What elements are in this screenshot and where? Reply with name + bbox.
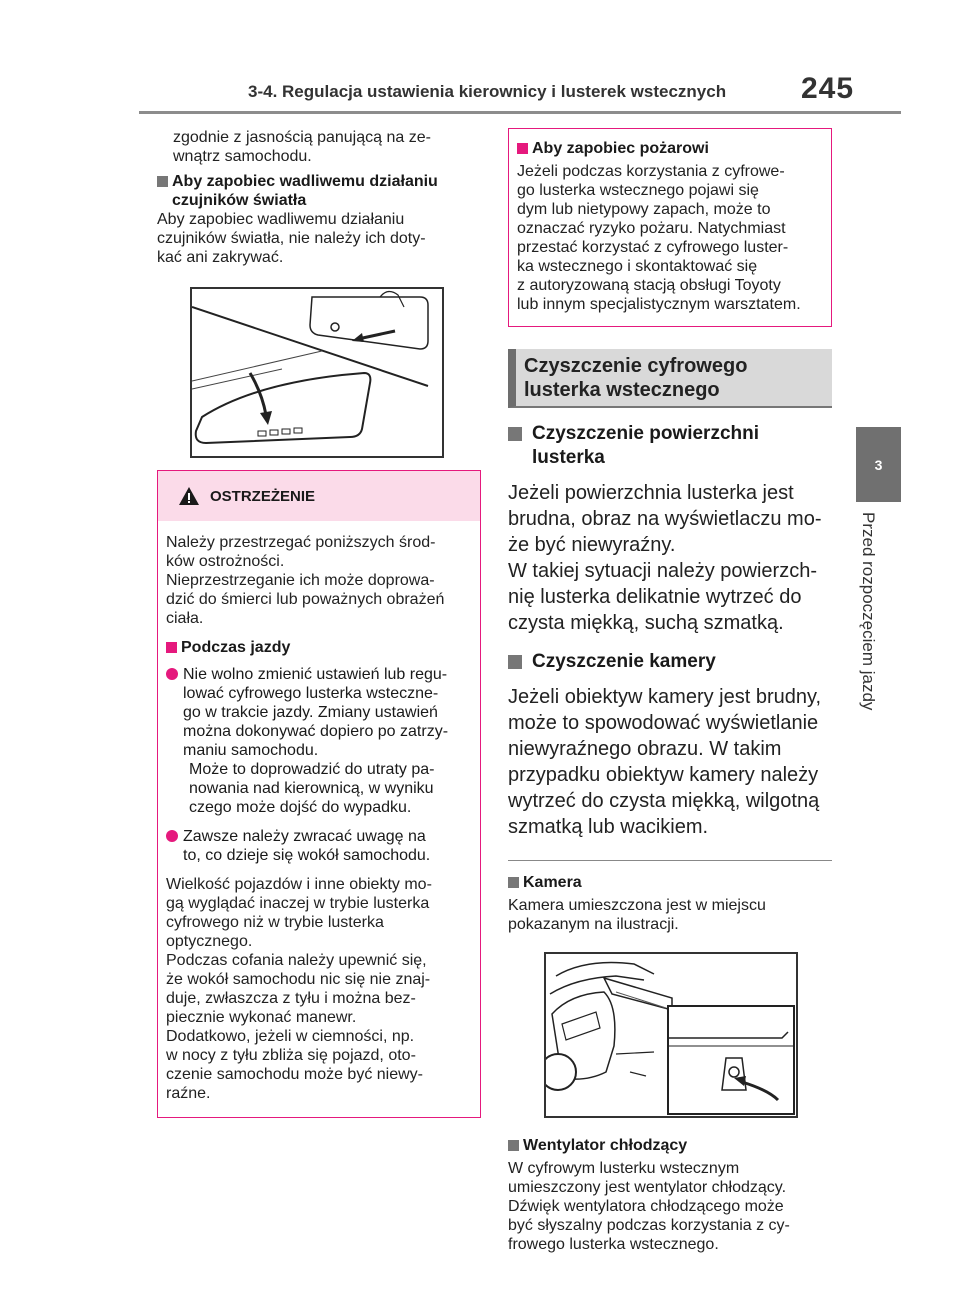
mirror-illustration: [190, 287, 444, 458]
fan-text: [508, 1159, 832, 1254]
fan-heading: [508, 1136, 832, 1155]
text-line: lować cyfrowego lusterka wsteczne-: [183, 685, 439, 702]
intro-text: [157, 128, 479, 166]
text-line: cyfrowego niż w trybie lusterka: [166, 914, 384, 931]
square-bullet-icon: [508, 427, 522, 441]
mirror-drawing: [192, 289, 442, 456]
text-line: W cyfrowym lusterku wstecznym: [508, 1160, 740, 1177]
warning-bullet: [166, 827, 472, 865]
text-line: dym lub nietypowy zapach, może to: [517, 201, 771, 218]
text-line: pokazanym na ilustracji.: [508, 916, 679, 933]
text-line: nię lusterka delikatnie wytrzeć do: [508, 586, 802, 608]
section-title-line: Czyszczenie cyfrowego: [524, 355, 748, 377]
text-line: Podczas cofania należy upewnić się,: [166, 952, 427, 969]
dot-bullet-icon: [166, 668, 178, 680]
text-line: Dodatkowo, jeżeli w ciemności, np.: [166, 1028, 415, 1045]
text-line: go lusterka wstecznego pojawi się: [517, 182, 759, 199]
text-line: go w trakcie jazdy. Zmiany ustawień: [183, 704, 438, 721]
camera-drawing: [546, 954, 796, 1116]
text-line: być słyszalny podczas korzystania z cy-: [508, 1217, 790, 1234]
camera-text: [508, 896, 832, 934]
warning-triangle-icon: [178, 486, 200, 506]
text-line: Dźwięk wentylatora chłodzącego może: [508, 1198, 784, 1215]
heading-line: Kamera: [523, 874, 582, 891]
text-line: czenie samochodu może być niewy-: [166, 1066, 424, 1083]
text-line: Aby zapobiec wadliwemu działaniu: [157, 211, 405, 228]
heading-line: Wentylator chłodzący: [523, 1137, 688, 1154]
text-line: Jeżeli powierzchnia lusterka jest: [508, 482, 794, 504]
text-line: Jeżeli obiektyw kamery jest brudny,: [508, 686, 822, 708]
text-line: szmatką lub wacikiem.: [508, 816, 709, 838]
text-line: optycznego.: [166, 933, 253, 950]
text-line: Jeżeli podczas korzystania z cyfrowe-: [517, 163, 785, 180]
square-bullet-icon: [508, 1140, 519, 1151]
square-bullet-icon: [508, 877, 519, 888]
text-line: W takiej sytuacji należy powierzch-: [508, 560, 817, 582]
chapter-label: Przed rozpoczęciem jazdy: [859, 512, 878, 711]
heading-line: lusterka: [532, 447, 605, 468]
text-line: Nieprzestrzeganie ich może doprowa-: [166, 572, 435, 589]
text-line: zgodnie z jasnością panującą na ze-: [173, 129, 431, 146]
warning-outro: [166, 875, 472, 1103]
camera-clean-text: [508, 684, 832, 840]
text-line: w nocy z tyłu zbliża się pojazd, oto-: [166, 1047, 416, 1064]
section-title-line: lusterka wstecznego: [524, 379, 720, 401]
text-line: że być niewyraźny.: [508, 534, 676, 556]
text-line: z autoryzowaną stacją obsługi Toyoty: [517, 277, 781, 294]
text-line: Nie wolno zmienić ustawień lub regu-: [183, 666, 448, 683]
text-line: przestać korzystać z cyfrowego luster-: [517, 239, 789, 256]
text-line: kać ani zakrywać.: [157, 249, 284, 266]
right-column: [508, 128, 832, 1254]
text-line: to, co dzieje się wokół samochodu.: [183, 847, 431, 864]
text-line: nowania nad kierownicą, w wyniku: [189, 780, 434, 797]
square-bullet-icon: [517, 143, 528, 154]
fire-text: [517, 162, 823, 314]
warning-box: [157, 470, 481, 1118]
warning-body: [158, 521, 480, 1117]
text-line: lub innym specjalistycznym warsztatem.: [517, 296, 801, 313]
fire-heading: [517, 139, 823, 158]
warning-bullet: [166, 665, 472, 817]
text-line: przypadku obiektyw kamery należy: [508, 764, 819, 786]
text-line: frowego lusterka wstecznego.: [508, 1236, 719, 1253]
left-column: [157, 128, 479, 1118]
text-line: Wielkość pojazdów i inne obiekty mo-: [166, 876, 432, 893]
sensor-text: [157, 210, 479, 267]
text-line: można dokonywać dopiero po zatrzy-: [183, 723, 449, 740]
camera-heading: [508, 873, 832, 892]
heading-line: Czyszczenie kamery: [532, 651, 716, 672]
text-line: czego może dojść do wypadku.: [189, 799, 412, 816]
text-line: brudna, obraz na wyświetlaczu mo-: [508, 508, 822, 530]
sensor-heading: [157, 172, 479, 210]
text-line: raźne.: [166, 1085, 211, 1102]
text-line: ciała.: [166, 610, 204, 627]
text-line: Może to doprowadzić do utraty pa-: [189, 761, 435, 778]
text-line: wytrzeć do czysta miękką, wilgotną: [508, 790, 820, 812]
text-line: że wokół samochodu nic się nie znaj-: [166, 971, 431, 988]
header-rule: [139, 111, 901, 114]
dot-bullet-icon: [166, 830, 178, 842]
divider: [508, 860, 832, 861]
text-line: Kamera umieszczona jest w miejscu: [508, 897, 766, 914]
text-line: piecznie wykonać manewr.: [166, 1009, 357, 1026]
text-line: czujników światła, nie należy ich doty-: [157, 230, 426, 247]
text-line: ków ostrożności.: [166, 553, 285, 570]
warning-title: OSTRZEŻENIE: [210, 487, 316, 505]
warning-header: [158, 471, 480, 521]
heading-line: Podczas jazdy: [181, 639, 291, 656]
section-title: [508, 349, 832, 408]
text-line: czysta miękką, suchą szmatką.: [508, 612, 784, 634]
text-line: maniu samochodu.: [183, 742, 319, 759]
text-line: może to spowodować wyświetlanie: [508, 712, 819, 734]
surface-heading: [508, 422, 832, 470]
heading-line: czujników światła: [172, 192, 307, 209]
camera-clean-heading: [508, 650, 832, 674]
text-line: ka wstecznego i skontaktować się: [517, 258, 758, 275]
surface-text: [508, 480, 832, 636]
heading-line: Aby zapobiec wadliwemu działaniu: [172, 173, 438, 190]
camera-illustration: [544, 952, 798, 1118]
header-title: 3-4. Regulacja ustawienia kierownicy i lusterek wstecznych: [248, 82, 727, 101]
text-line: dzić do śmierci lub poważnych obrażeń: [166, 591, 445, 608]
fire-box: [508, 128, 832, 327]
text-line: umieszczony jest wentylator chłodzący.: [508, 1179, 787, 1196]
square-bullet-icon: [166, 642, 177, 653]
heading-line: Aby zapobiec pożarowi: [532, 140, 709, 157]
text-line: Należy przestrzegać poniższych środ-: [166, 534, 436, 551]
text-line: duje, zwłaszcza z tyłu i można bez-: [166, 990, 416, 1007]
text-line: oznaczać ryzyko pożaru. Natychmiast: [517, 220, 786, 237]
driving-heading: [166, 638, 472, 657]
text-line: gą wyglądać inaczej w trybie lusterka: [166, 895, 430, 912]
square-bullet-icon: [157, 176, 168, 187]
square-bullet-icon: [508, 655, 522, 669]
text-line: Zawsze należy zwracać uwagę na: [183, 828, 426, 845]
text-line: wnątrz samochodu.: [173, 148, 312, 165]
text-line: niewyraźnego obrazu. W takim: [508, 738, 782, 760]
heading-line: Czyszczenie powierzchni: [532, 423, 760, 444]
page-number: 245: [801, 72, 855, 105]
chapter-tab: 3: [856, 427, 901, 502]
